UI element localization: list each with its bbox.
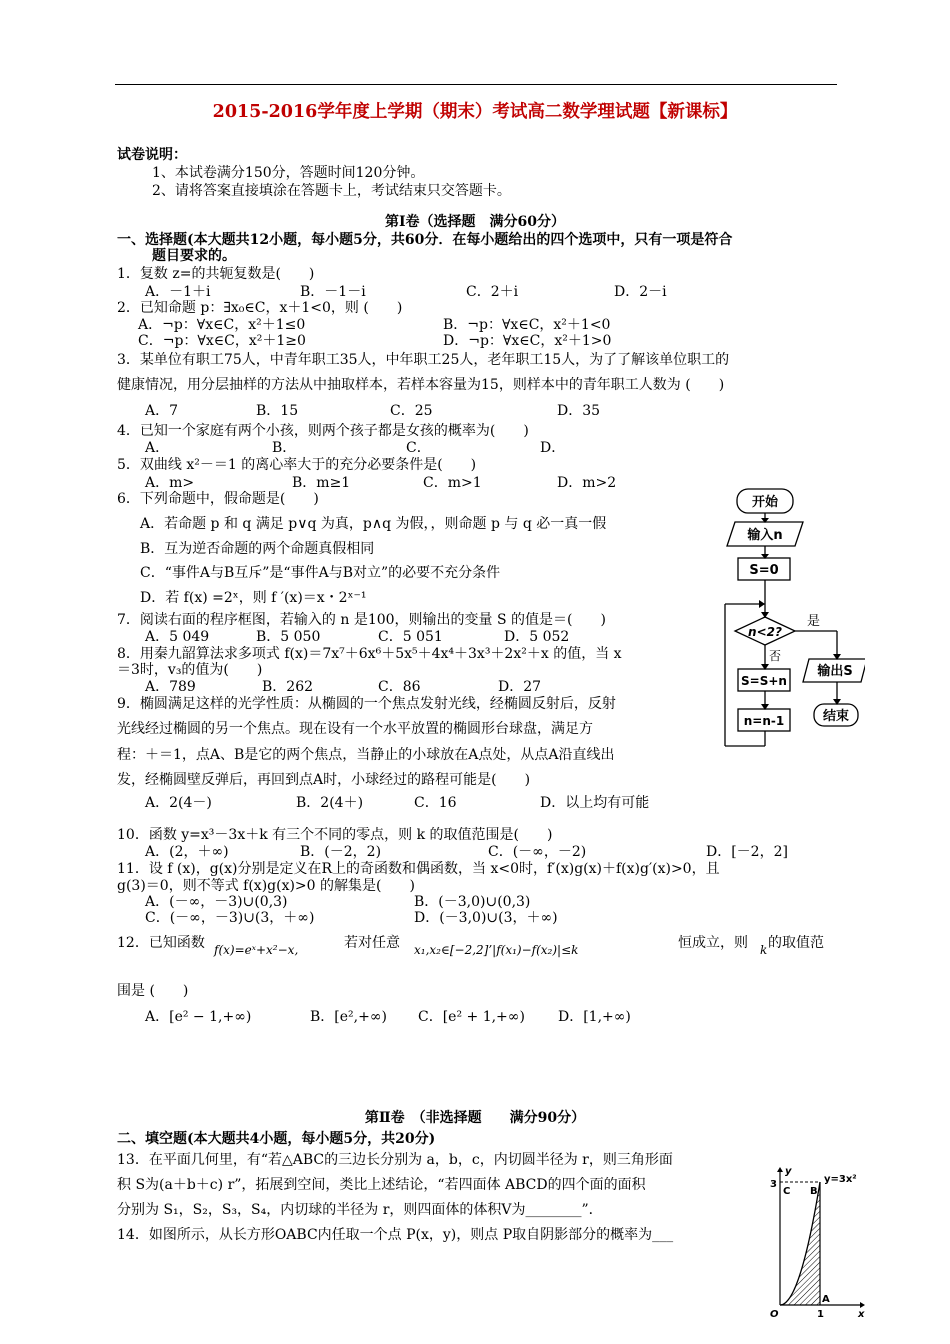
q3-opt-d: D．35: [557, 403, 601, 419]
q12-opt-c: C．[e² + 1,+∞): [418, 1009, 525, 1025]
q12-line2: 围是 ( ): [117, 983, 189, 999]
q7-opt-d: D．5 052: [504, 629, 570, 645]
q3-line1: 3．某单位有职工75人，中青年职工35人，中年职工25人，老年职工15人，为了了解该单位职工的: [117, 352, 730, 368]
point-b-label: B: [810, 1186, 818, 1197]
page-title: 2015-2016学年度上学期（期末）考试高二数学理试题【新课标】: [212, 102, 738, 122]
q9-opt-d: D．以上均有可能: [540, 795, 650, 811]
q12-mid: 若对任意: [344, 935, 400, 951]
curve-label: y=3x²: [824, 1174, 857, 1185]
q2-opt-d: D．¬p：∀x∈C，x²＋1>0: [443, 333, 612, 349]
q5-stem: 5．双曲线 x²－＝1 的离心率大于的充分必要条件是( ): [117, 457, 477, 473]
x-axis-label: x: [858, 1309, 865, 1320]
q11-opt-d: D．(－3,0)∪(3，＋∞): [414, 910, 558, 926]
q11-line2: g(3)＝0，则不等式 f(x)g(x)>0 的解集是( ): [117, 878, 415, 894]
q14-stem: 14．如图所示，从长方形OABC内任取一个点 P(x，y)，则点 P取自阴影部分的概率为___: [117, 1227, 674, 1243]
q2-opt-c: C．¬p：∀x∈C，x²＋1≥0: [138, 333, 306, 349]
q9-opt-b: B．2(4＋): [296, 795, 364, 811]
q7-stem: 7．阅读右面的程序框图，若输入的 n 是100，则输出的变量 S 的值是＝( ): [117, 612, 606, 628]
q7-opt-c: C．5 051: [378, 629, 443, 645]
instruction-1: 1、本试卷满分150分，答题时间120分钟。: [152, 165, 425, 181]
flow-end-label: 结束: [822, 709, 850, 724]
q12-prefix: 12．已知函数: [117, 935, 205, 951]
area-graph: [752, 1160, 872, 1320]
q3-opt-c: C．25: [390, 403, 433, 419]
q12-tail: 的取值范: [768, 935, 824, 951]
q3-line2: 健康情况，用分层抽样的方法从中抽取样本，若样本容量为15，则样本中的青年职工人数为 ( ): [117, 377, 725, 393]
y-tick-3: 3: [770, 1179, 777, 1190]
flow-sum-label: S=S+n: [741, 674, 787, 688]
q7-opt-b: B．5 050: [256, 629, 321, 645]
section2-heading: 二、填空题(本大题共4小题，每小题5分，共20分): [117, 1131, 436, 1147]
q6-opt-b: B．互为逆否命题的两个命题真假相同: [140, 541, 375, 557]
q6-opt-a: A．若命题 p 和 q 满足 p∨q 为真，p∧q 为假，，则命题 p 与 q 必一真一假: [140, 516, 607, 532]
q11-opt-c: C．(－∞，－3)∪(3，＋∞): [145, 910, 315, 926]
q10-opt-c: C．(－∞，－2): [488, 844, 587, 860]
section1-line1: 一、选择题(本大题共12小题，每小题5分，共60分．在每小题给出的四个选项中，只有一项是符合: [117, 232, 733, 248]
q1-opt-c: C．2＋i: [466, 284, 519, 300]
q6-opt-d: D．若 f(x) =2ˣ，则 f ′(x)＝x・2ˣ⁻¹: [140, 590, 367, 606]
point-a-label: A: [822, 1294, 830, 1305]
q9-line4: 发，经椭圆壁反弹后，再回到点A时，小球经过的路程可能是( ): [117, 772, 531, 788]
q8-line2: ＝3时，v₃的值为( ): [117, 662, 263, 678]
top-rule: [115, 84, 837, 85]
q1-stem: 1．复数 z=的共轭复数是( ): [117, 266, 315, 282]
q4-opt-b: B．: [272, 440, 297, 456]
q9-line1: 9．椭圆满足这样的光学性质：从椭圆的一个焦点发射光线，经椭圆反射后，反射: [117, 696, 616, 712]
x-tick-1: 1: [817, 1309, 824, 1320]
q9-opt-c: C．16: [414, 795, 457, 811]
q10-stem: 10．函数 y=x³－3x＋k 有三个不同的零点，则 k 的取值范围是( ): [117, 827, 553, 843]
q12-suffix: 恒成立，则: [678, 935, 748, 951]
q9-opt-a: A．2(4－): [145, 795, 212, 811]
q9-line2: 光线经过椭圆的另一个焦点。现在设有一个水平放置的椭圆形台球盘，满足方: [117, 721, 593, 737]
q11-line1: 11．设 f (x)，g(x)分别是定义在R上的奇函数和偶函数，当 x<0时，f′(x)g(x)＋f(x)g′(x)>0，且: [117, 861, 720, 877]
q8-opt-c: C．86: [378, 679, 421, 695]
q8-opt-a: A．789: [145, 679, 196, 695]
q8-line1: 8．用秦九韶算法求多项式 f(x)＝7x⁷＋6x⁶＋5x⁵＋4x⁴＋3x³＋2x²＋x 的值，当 x: [117, 646, 622, 662]
q13-line2: 积 S为(a＋b＋c) r”，拓展到空间，类比上述结论，“若四面体 ABCD的四个面的面积: [117, 1177, 646, 1193]
q9-line3: 程：＋＝1，点A、B是它的两个焦点，当静止的小球放在A点处，从点A沿直线出: [117, 747, 615, 763]
q5-opt-b: B．m≥1: [292, 475, 351, 491]
flow-output-label: 输出S: [817, 664, 853, 679]
q12-opt-d: D．[1,+∞): [558, 1009, 631, 1025]
q6-opt-c: C．“事件A与B互斥”是“事件A与B对立”的必要不充分条件: [140, 565, 501, 581]
point-c-label: C: [783, 1186, 791, 1197]
flow-yes-label: 是: [807, 614, 821, 629]
section1-line2: 题目要求的。: [152, 248, 236, 264]
q11-opt-a: A．(－∞，－3)∪(0,3): [145, 894, 288, 910]
q4-opt-c: C．: [406, 440, 431, 456]
q11-opt-b: B．(－3,0)∪(0,3): [414, 894, 531, 910]
q13-line1: 13．在平面几何里，有“若△ABC的三边长分别为 a，b，c，内切圆半径为 r，则三角形面: [117, 1152, 673, 1168]
q5-opt-a: A．m>: [145, 475, 195, 491]
q12-condition: x₁,x₂∈[−2,2]’|f(x₁)−f(x₂)|≤k: [414, 943, 579, 957]
q10-opt-d: D．[－2，2]: [706, 844, 788, 860]
q10-opt-a: A．(2，＋∞): [145, 844, 229, 860]
q1-opt-b: B．－1－i: [300, 284, 366, 300]
q13-line3: 分别为 S₁，S₂，S₃，S₄，内切球的半径为 r，则四面体的体积Ⅴ为________”．: [117, 1202, 603, 1218]
q1-opt-a: A．－1＋i: [145, 284, 211, 300]
program-flowchart: [715, 484, 865, 754]
y-axis-label: y: [785, 1166, 792, 1177]
q12-formula: f(x)=eˣ+x²−x,: [214, 943, 299, 957]
q12-opt-b: B．[e²,+∞): [310, 1009, 387, 1025]
instructions-heading: 试卷说明：: [117, 147, 187, 163]
q3-opt-a: A．7: [145, 403, 179, 419]
part2-heading: 第Ⅱ卷 （非选择题 满分90分）: [364, 1110, 586, 1126]
q2-stem: 2．已知命题 p：∃x₀∈C，x＋1<0，则 ( ): [117, 300, 403, 316]
q4-opt-d: D．: [540, 440, 566, 456]
flow-decrement-label: n=n-1: [743, 714, 785, 728]
instruction-2: 2、请将答案直接填涂在答题卡上，考试结束只交答题卡。: [152, 183, 511, 199]
q10-opt-b: B．(－2，2): [300, 844, 382, 860]
flow-condition-label: n<2?: [748, 625, 782, 639]
q3-opt-b: B．15: [256, 403, 299, 419]
q5-opt-c: C．m>1: [423, 475, 482, 491]
q2-opt-b: B．¬p：∀x∈C，x²＋1<0: [443, 317, 611, 333]
q1-opt-d: D．2－i: [614, 284, 667, 300]
flow-input-label: 输入n: [747, 528, 783, 543]
origin-label: O: [770, 1309, 779, 1320]
q8-opt-b: B．262: [262, 679, 314, 695]
flow-no-label: 否: [769, 649, 782, 663]
q4-opt-a: A．: [145, 440, 170, 456]
q6-stem: 6．下列命题中，假命题是( ): [117, 491, 319, 507]
q2-opt-a: A．¬p：∀x∈C，x²＋1≤0: [138, 317, 306, 333]
flow-init-label: S=0: [749, 563, 779, 578]
q5-opt-d: D．m>2: [557, 475, 617, 491]
flow-start-label: 开始: [751, 495, 779, 510]
shaded-region: [780, 1182, 820, 1305]
q7-opt-a: A．5 049: [145, 629, 210, 645]
q12-opt-a: A．[e² − 1,+∞): [145, 1009, 252, 1025]
q4-stem: 4．已知一个家庭有两个小孩，则两个孩子都是女孩的概率为( ): [117, 423, 529, 439]
q12-k: k: [760, 943, 768, 957]
q8-opt-d: D．27: [498, 679, 542, 695]
part1-heading: 第Ⅰ卷（选择题 满分60分）: [384, 214, 566, 230]
